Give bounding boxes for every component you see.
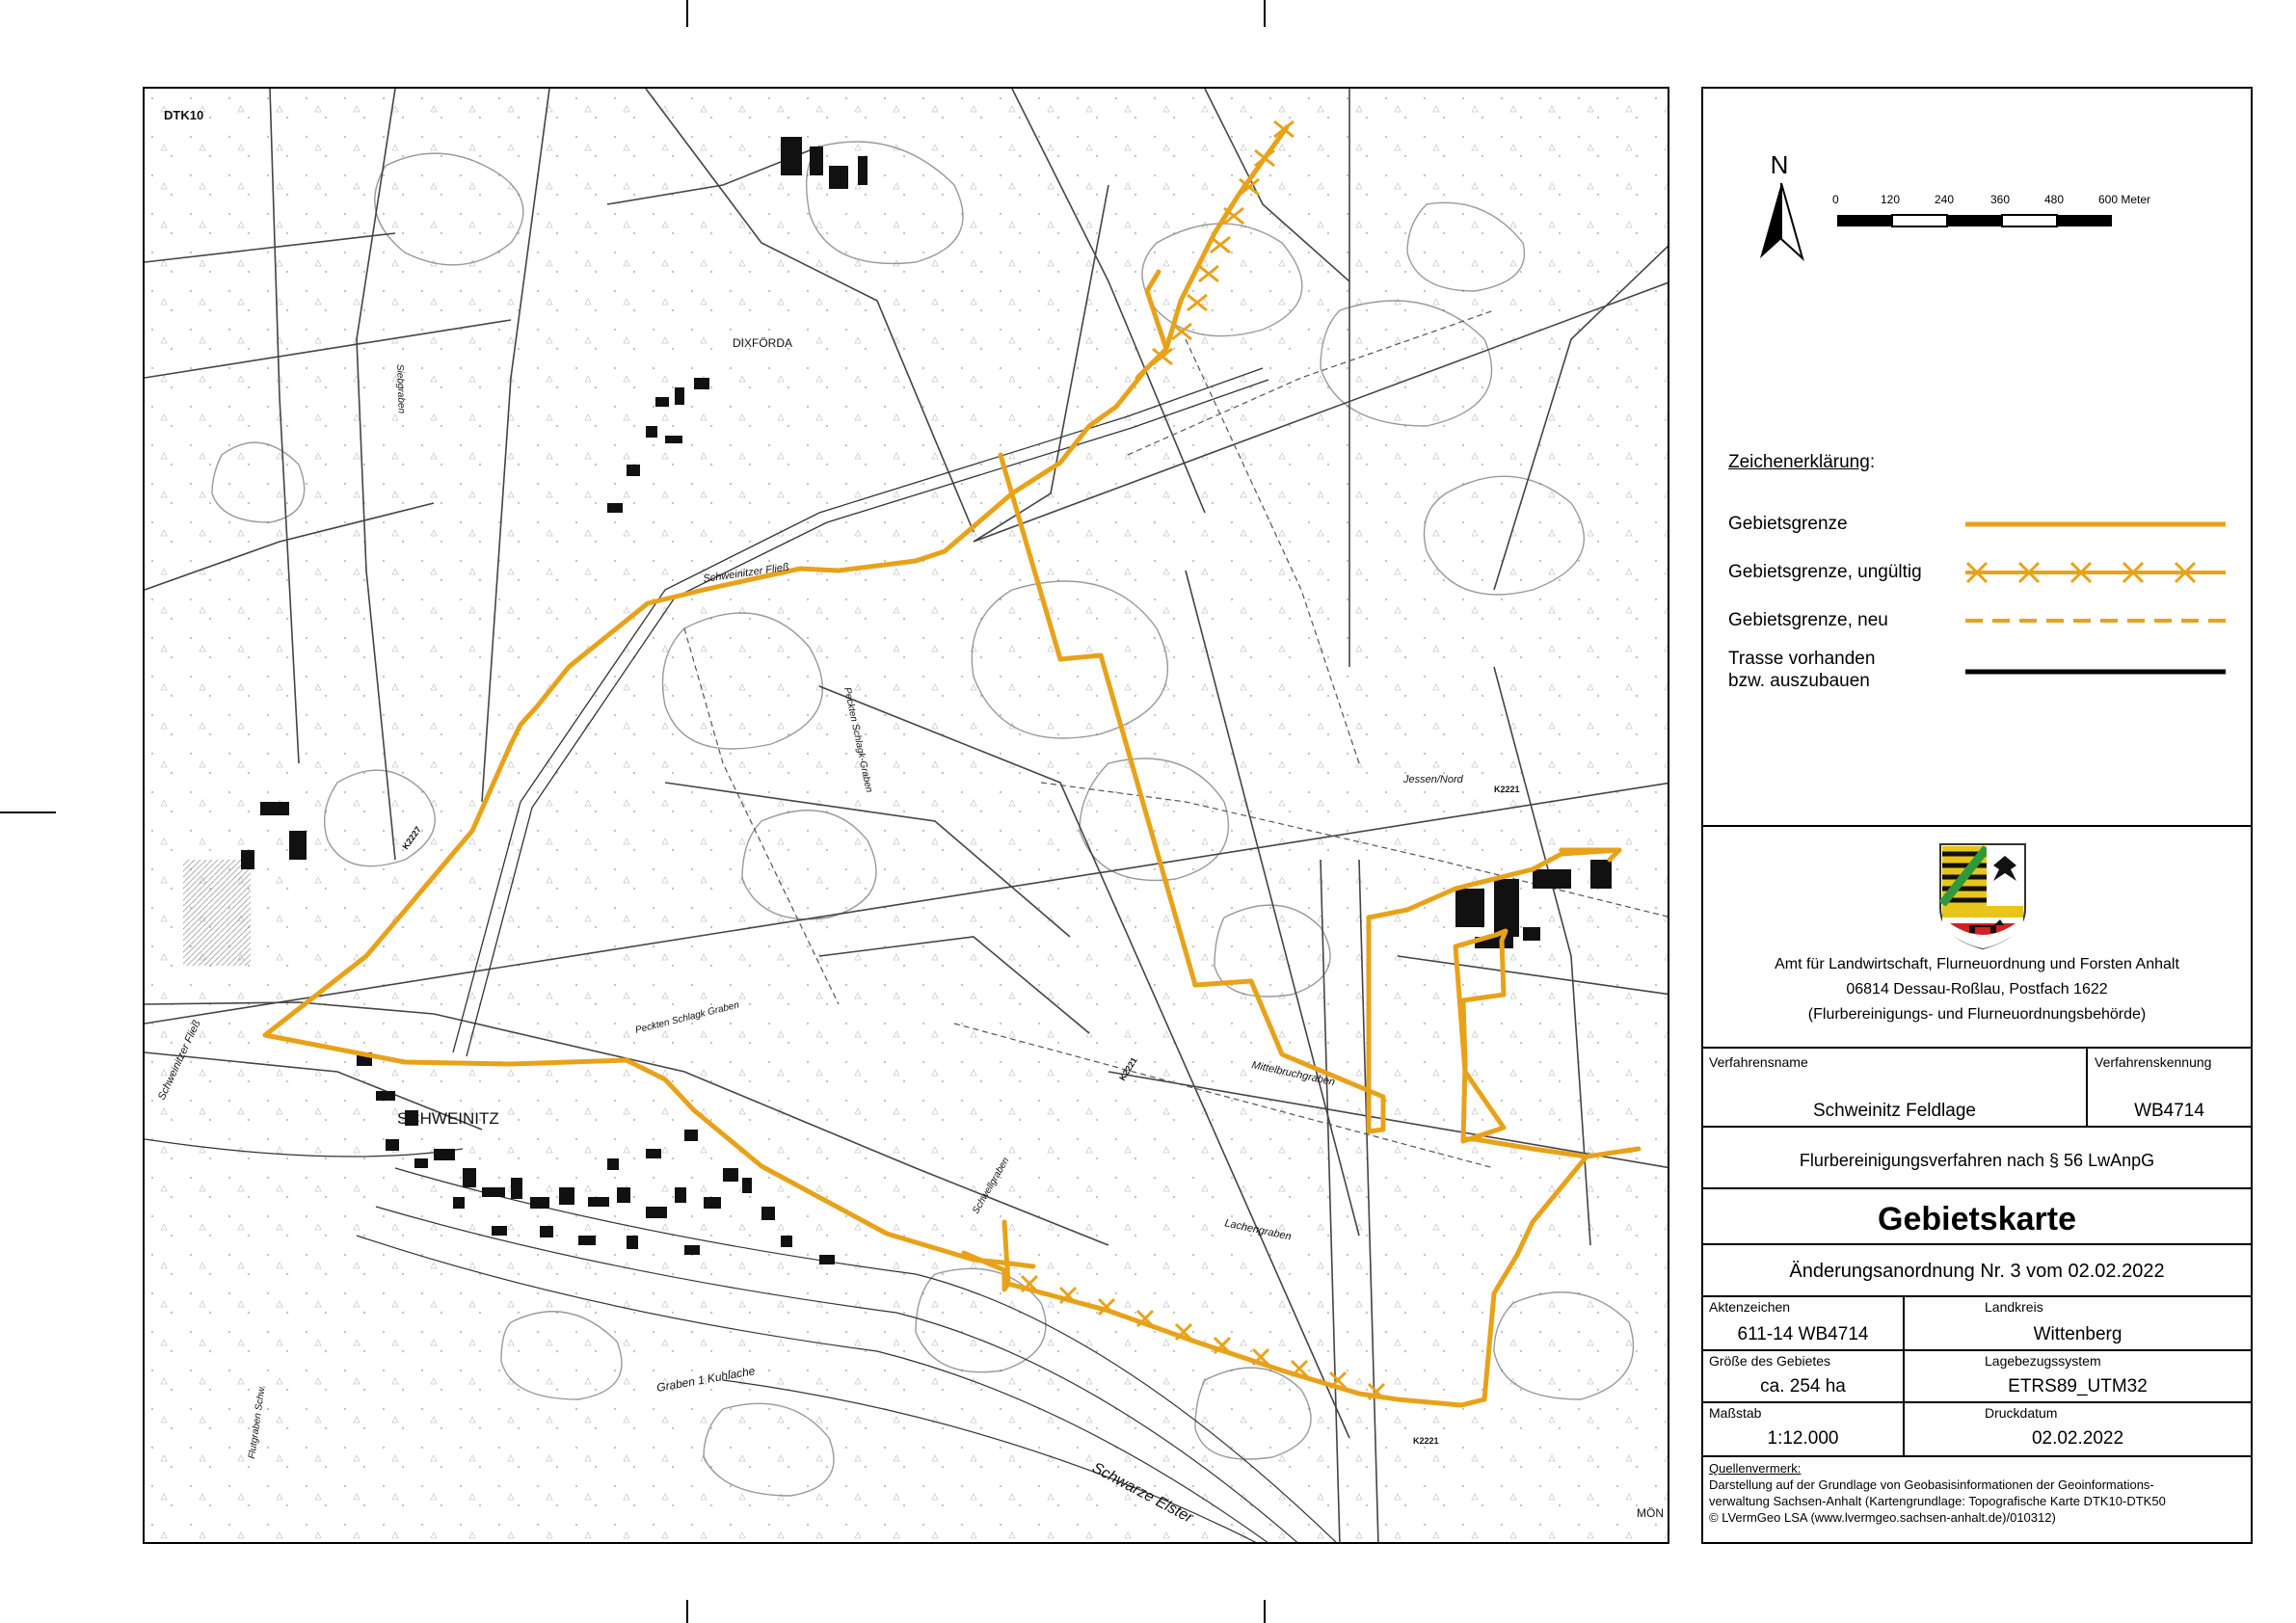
water-flutgraben: Flutgraben Schw. [247,1384,268,1460]
authority-name: Amt für Landwirtschaft, Flurneuordnung und Forsten Anhalt [1775,956,2179,972]
legend-symbol-boundary-invalid [1965,559,2226,586]
water-peckten-schlagk-graben: Peckten Schlagk Graben [634,999,741,1036]
title-panel [1701,87,2253,1544]
authority-subtitle: (Flurbereinigungs- und Flurneuordnungsbehörde) [1807,1006,2147,1023]
map-source-label: DTK10 [164,108,204,122]
area-size: ca. 254 ha [1760,1376,1846,1397]
print-date: 02.02.2022 [2031,1428,2124,1449]
water-lachengraben: Lachengraben [1223,1217,1293,1243]
scale-tick-120: 120 [1881,193,1901,206]
scale-tick-240: 240 [1935,193,1955,206]
legend-label-boundary: Gebietsgrenze [1728,514,1848,534]
place-moen: MÖN [1637,1506,1664,1520]
road-k2221-b: K2221 [1117,1055,1139,1083]
crop-mark-bottom-left [686,1600,688,1623]
topographic-map[interactable] [145,89,1669,1544]
legend-title [1728,451,1875,473]
scale-bar-graphic [1836,214,2116,227]
print-date-label: Druckdatum [1985,1405,2058,1421]
scale: 1:12.000 [1767,1428,1839,1449]
divider-details-1 [1703,1349,2251,1351]
procedure-type: Flurbereinigungsverfahren nach § 56 LwAnpG [1799,1151,2155,1170]
divider-details-2 [1703,1401,2251,1403]
area-size-label: Größe des Gebietes [1709,1353,1831,1369]
scale-label: Maßstab [1709,1405,1762,1421]
north-arrow [1757,150,1805,266]
road-k2227: K2227 [400,824,423,852]
place-jessen-nord: Jessen/Nord [1403,774,1463,785]
authority-address: 06814 Dessau-Roßlau, Postfach 1622 [1846,981,2108,998]
source-note-line-3: © LVermGeo LSA (www.lvermgeo.sachsen-anhalt.de)/010312) [1709,1510,2056,1525]
scale-tick-0: 0 [1832,193,1839,206]
north-letter: N [1770,150,1789,179]
place-dixforda: DIXFÖRDA [733,336,793,350]
divider-details-3 [1703,1455,2251,1457]
coat-of-arms-icon [1936,840,2029,952]
procedure-name: Schweinitz Feldlage [1813,1101,1976,1121]
water-schweinitzer-fliess-w: Schweinitzer Fließ [155,1018,203,1103]
divider-procedure [1703,1126,2251,1128]
crs-label: Lagebezugssystem [1985,1353,2101,1369]
place-schweinitz: SCHWEINITZ [397,1109,499,1128]
divider-type [1703,1187,2251,1189]
source-note-title: Quellenvermerk: [1709,1461,1802,1476]
divider-amendment [1703,1295,2251,1297]
legend-symbol-route [1965,665,2226,678]
district: Wittenberg [2033,1324,2122,1344]
source-note-line-1: Darstellung auf der Grundlage von Geobasisinformationen der Geoinformations- [1709,1477,2154,1492]
water-schweinitzer-fliess: Schweinitzer Fließ [702,561,790,585]
scale-tick-600: 600 Meter [2098,193,2151,206]
scale-bar [1832,193,2151,231]
map-frame[interactable] [143,87,1669,1544]
scale-tick-360: 360 [1990,193,2011,206]
crop-mark-bottom-right [1264,1600,1266,1623]
file-number: 611-14 WB4714 [1737,1324,1869,1344]
divider-legend [1703,825,2251,827]
crop-mark-top-left [686,0,688,27]
amendment-order: Änderungsanordnung Nr. 3 vom 02.02.2022 [1789,1261,2165,1282]
water-graben-kuhlache: Graben 1 Kuhlache [655,1364,757,1395]
road-k2221-c: K2221 [1413,1436,1439,1446]
legend-label-boundary-new: Gebietsgrenze, neu [1728,610,1888,630]
file-number-label: Aktenzeichen [1709,1299,1791,1315]
divider-authority [1703,1047,2251,1049]
legend-title-colon: : [1869,452,1876,472]
district-label: Landkreis [1985,1299,2043,1315]
road-k2221-a: K2221 [1494,785,1520,794]
legend-label-route: Trasse vorhanden bzw. auszubauen [1728,649,1876,691]
legend-label-boundary-invalid: Gebietsgrenze, ungültig [1728,562,1922,582]
legend-symbol-boundary-new [1965,609,2226,632]
water-mittelbruchgraben: Mittelbruchgraben [1250,1059,1337,1089]
water-siebgraben: Siebgraben [394,363,407,414]
procedure-id: WB4714 [2134,1101,2204,1121]
water-schwarze-elster: Schwarze Elster [1089,1459,1196,1527]
scale-tick-480: 480 [2044,193,2065,206]
map-title: Gebietskarte [1878,1201,2076,1237]
legend-title-text: Zeichenerklärung [1728,452,1870,472]
source-note-line-2: verwaltung Sachsen-Anhalt (Kartengrundlage: Topografische Karte DTK10-DTK50 [1709,1494,2166,1508]
procedure-id-label: Verfahrenskennung [2095,1054,2212,1070]
crs: ETRS89_UTM32 [2008,1376,2148,1397]
north-arrow-icon [1757,181,1805,262]
water-schwellgraben: Schwellgraben [971,1156,1012,1216]
crop-mark-top-right [1264,0,1266,27]
water-peckten-schlagk-graben-2: Peckten Schlagk-Graben [841,686,874,794]
divider-title [1703,1243,2251,1245]
legend-symbol-boundary [1965,513,2226,536]
crop-mark-left [0,812,56,813]
procedure-name-label: Verfahrensname [1709,1054,1808,1070]
